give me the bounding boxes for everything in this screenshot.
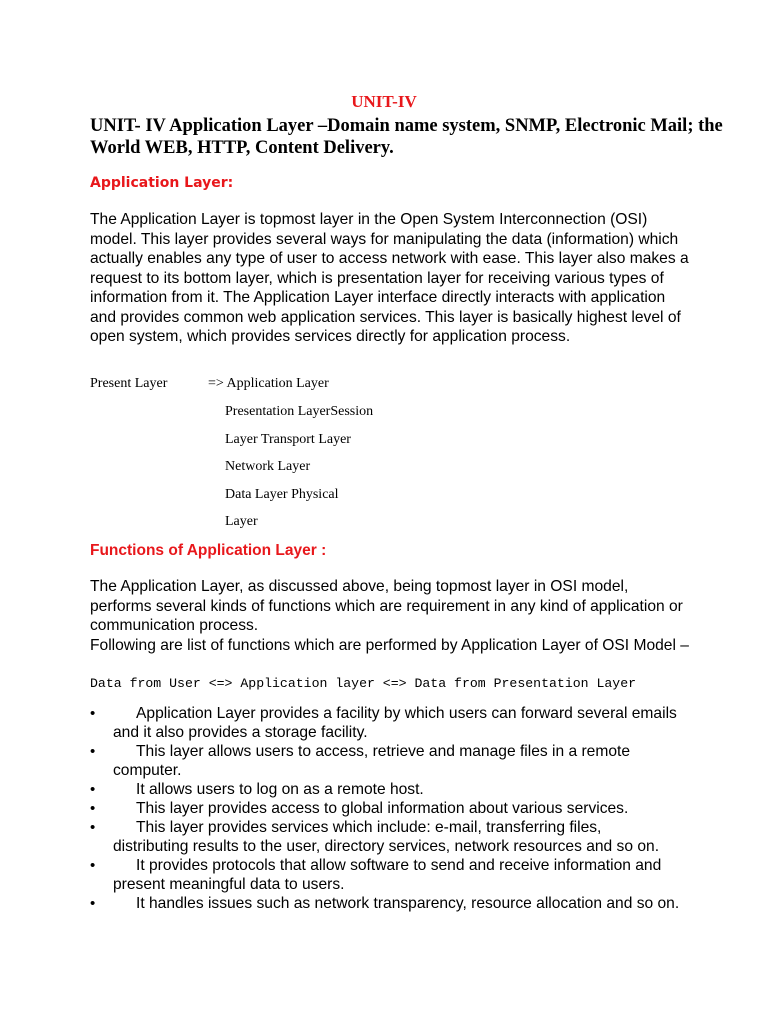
layer-stack-line: Layer Transport Layer — [225, 432, 351, 447]
bullet-icon: • — [90, 705, 96, 722]
list-item-text: It handles issues such as network transparency, resource allocation and so on. — [136, 895, 680, 912]
list-item — [90, 780, 680, 799]
intro-paragraph: The Application Layer is topmost layer in the Open System Interconnection (OSI) model. This layer provides several ways for manipulating the data (information) which actually enables any type of user to access network with ease. This layer also makes a request to its bottom layer, which is presentation layer for receiving various types of information from it. The Application Layer interface directly interacts with application and provides common web application services. This layer is basically highest level of open system, which provides services directly for application process. — [90, 211, 689, 345]
layer-stack-line: Layer — [225, 514, 258, 529]
layer-stack-first: => Application Layer — [208, 376, 329, 391]
list-item — [90, 742, 680, 780]
list-item-text: This layer allows users to access, retrieve and manage files in a remote computer. — [113, 743, 631, 779]
functions-list — [90, 704, 680, 913]
data-flow-line: Data from User <=> Application layer <=> Data from Presentation Layer — [90, 676, 637, 691]
list-item-text: It provides protocols that allow software to send and receive information and present meaningful data to users. — [113, 857, 662, 893]
list-item-text: This layer provides access to global information about various services. — [136, 800, 629, 817]
list-item — [90, 894, 680, 913]
application-layer-heading: Application Layer: — [90, 175, 234, 191]
list-item-text: This layer provides services which include: e-mail, transferring files, distributing results to the user, directory services, network resources and so on. — [113, 819, 660, 855]
bullet-icon: • — [90, 819, 96, 836]
layer-stack-line: Data Layer Physical — [225, 487, 339, 502]
unit-title: UNIT-IV — [351, 92, 417, 111]
bullet-icon: • — [90, 857, 96, 874]
functions-paragraph: The Application Layer, as discussed above, being topmost layer in OSI model, performs several kinds of functions which are requirement in any kind of application or communication process. — [90, 578, 683, 634]
bullet-icon: • — [90, 895, 96, 912]
following-paragraph: Following are list of functions which are performed by Application Layer of OSI Model – — [90, 637, 689, 654]
layer-stack-label: Present Layer — [90, 376, 168, 391]
list-item-text: Application Layer provides a facility by which users can forward several emails and it also provides a storage facility. — [113, 705, 677, 741]
unit-heading: UNIT- IV Application Layer –Domain name system, SNMP, Electronic Mail; the World WEB, HTTP, Content Delivery. — [90, 116, 723, 158]
list-item-text: It allows users to log on as a remote host. — [136, 781, 424, 798]
bullet-icon: • — [90, 743, 96, 760]
list-item — [90, 704, 680, 742]
layer-stack-line: Network Layer — [225, 459, 311, 474]
list-item — [90, 856, 680, 894]
functions-heading: Functions of Application Layer : — [90, 542, 327, 559]
layer-stack-line: Presentation LayerSession — [225, 404, 374, 419]
bullet-icon: • — [90, 781, 96, 798]
list-item — [90, 799, 680, 818]
list-item — [90, 818, 680, 856]
bullet-icon: • — [90, 800, 96, 817]
